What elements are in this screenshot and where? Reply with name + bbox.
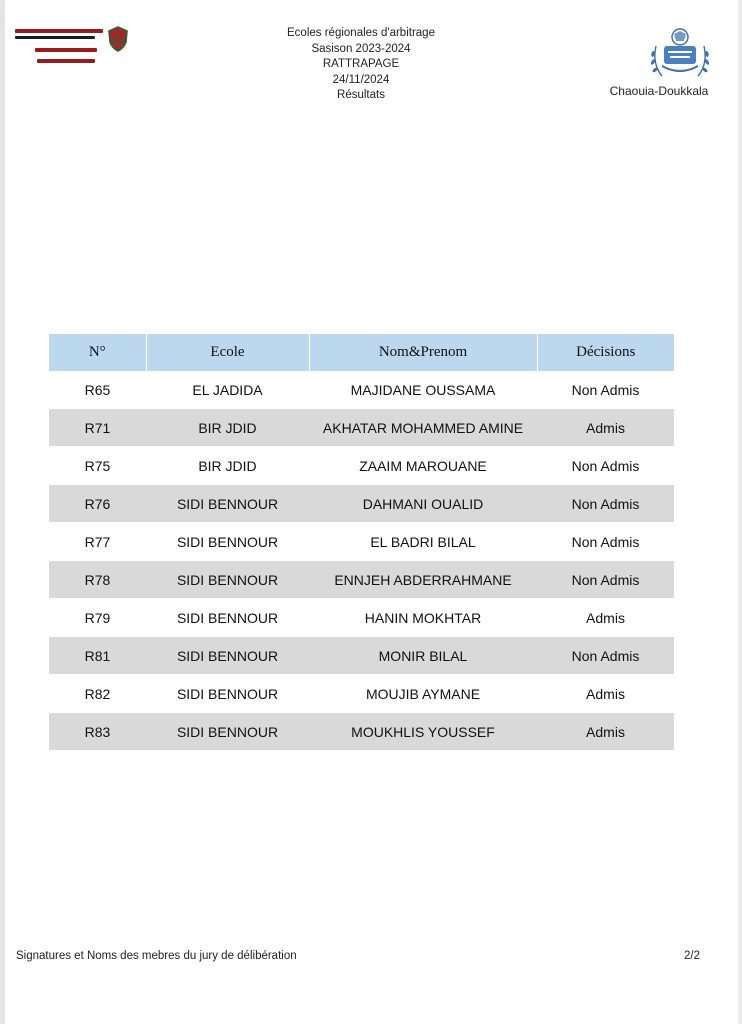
cell-school: SIDI BENNOUR bbox=[146, 561, 309, 599]
frmf-logo bbox=[15, 26, 127, 74]
cell-decision: Non Admis bbox=[537, 523, 674, 561]
cell-decision: Non Admis bbox=[537, 637, 674, 675]
cell-school: SIDI BENNOUR bbox=[146, 637, 309, 675]
cell-decision: Admis bbox=[537, 409, 674, 447]
cell-name: AKHATAR MOHAMMED AMINE bbox=[309, 409, 537, 447]
header-line-session: RATTRAPAGE bbox=[322, 58, 400, 70]
cell-number: R65 bbox=[49, 371, 146, 409]
frmf-crest-icon bbox=[107, 26, 129, 52]
table-row bbox=[49, 599, 674, 637]
cell-school: BIR JDID bbox=[146, 447, 309, 485]
logo-text-line bbox=[15, 29, 103, 33]
table-row bbox=[49, 561, 674, 599]
cell-name: ENNJEH ABDERRAHMANE bbox=[309, 561, 537, 599]
cell-name: EL BADRI BILAL bbox=[309, 523, 537, 561]
logo-text-line bbox=[37, 59, 95, 63]
page-edge-right bbox=[738, 0, 742, 1024]
table-row bbox=[49, 447, 674, 485]
cell-decision: Admis bbox=[537, 713, 674, 751]
cell-name: DAHMANI OUALID bbox=[309, 485, 537, 523]
cell-decision: Non Admis bbox=[537, 485, 674, 523]
cell-number: R81 bbox=[49, 637, 146, 675]
cell-number: R78 bbox=[49, 561, 146, 599]
cell-name: MOUKHLIS YOUSSEF bbox=[309, 713, 537, 751]
table-row bbox=[49, 713, 674, 751]
cell-decision: Admis bbox=[537, 675, 674, 713]
page-number: 2/2 bbox=[684, 950, 700, 962]
cell-school: SIDI BENNOUR bbox=[146, 675, 309, 713]
cell-name: HANIN MOKHTAR bbox=[309, 599, 537, 637]
table-row bbox=[49, 485, 674, 523]
page-edge-left bbox=[0, 0, 5, 1024]
header-line-season: Sasison 2023-2024 bbox=[311, 42, 411, 55]
cell-number: R75 bbox=[49, 447, 146, 485]
regional-league-logo bbox=[648, 26, 712, 82]
cell-school: SIDI BENNOUR bbox=[146, 599, 309, 637]
cell-name: MOUJIB AYMANE bbox=[309, 675, 537, 713]
cell-school: SIDI BENNOUR bbox=[146, 523, 309, 561]
table-row bbox=[49, 371, 674, 409]
cell-school: BIR JDID bbox=[146, 409, 309, 447]
cell-number: R82 bbox=[49, 675, 146, 713]
column-header-decision: Décisions bbox=[537, 334, 674, 371]
cell-number: R77 bbox=[49, 523, 146, 561]
logo-text-line bbox=[15, 36, 95, 39]
cell-number: R71 bbox=[49, 409, 146, 447]
document-header bbox=[231, 26, 491, 104]
column-header-number: N° bbox=[49, 334, 146, 371]
results-table bbox=[49, 334, 674, 750]
cell-school: SIDI BENNOUR bbox=[146, 713, 309, 751]
column-header-school: Ecole bbox=[146, 334, 309, 371]
cell-decision: Non Admis bbox=[537, 371, 674, 409]
cell-name: MAJIDANE OUSSAMA bbox=[309, 371, 537, 409]
header-line-title: Ecoles régionales d'arbitrage bbox=[287, 27, 435, 39]
cell-number: R83 bbox=[49, 713, 146, 751]
table-row bbox=[49, 523, 674, 561]
cell-school: EL JADIDA bbox=[146, 371, 309, 409]
cell-name: ZAAIM MAROUANE bbox=[309, 447, 537, 485]
cell-school: SIDI BENNOUR bbox=[146, 485, 309, 523]
cell-name: MONIR BILAL bbox=[309, 637, 537, 675]
table-row bbox=[49, 637, 674, 675]
table-header-row bbox=[49, 334, 674, 371]
jury-signatures-label: Signatures et Noms des mebres du jury de délibération bbox=[16, 950, 297, 962]
logo-text-line bbox=[35, 48, 97, 52]
header-line-date: 24/11/2024 bbox=[332, 73, 390, 86]
table-row bbox=[49, 675, 674, 713]
column-header-name: Nom&Prenom bbox=[309, 334, 537, 371]
region-name: Chaouia-Doukkala bbox=[609, 84, 709, 98]
cell-number: R76 bbox=[49, 485, 146, 523]
table-row bbox=[49, 409, 674, 447]
header-line-results: Résultats bbox=[337, 89, 385, 101]
cell-decision: Admis bbox=[537, 599, 674, 637]
cell-decision: Non Admis bbox=[537, 561, 674, 599]
cell-decision: Non Admis bbox=[537, 447, 674, 485]
cell-number: R79 bbox=[49, 599, 146, 637]
